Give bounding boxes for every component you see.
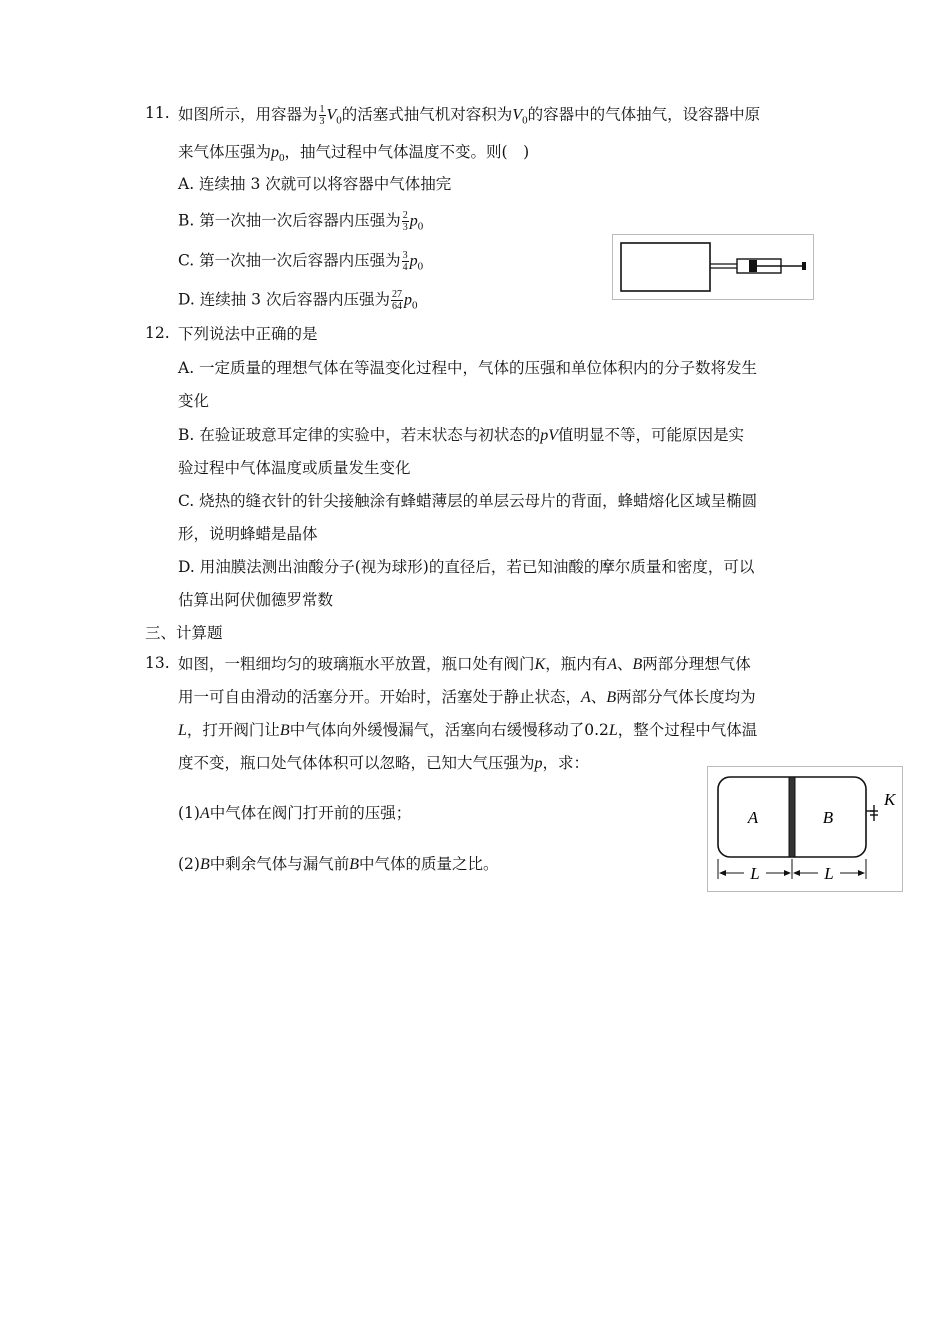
arrowhead-right-1 [784, 870, 791, 876]
sub-question-2: (2)B中剩余气体与漏气前B中气体的质量之比。 [178, 855, 499, 873]
option-c-line-2: 形，说明蜂蜡是晶体 [178, 525, 318, 543]
sub-question-1: (1)A中气体在阀门打开前的压强； [178, 804, 412, 822]
question-number: 13. [145, 654, 170, 672]
question-stem-line-3: L，打开阀门让B中气体向外缓慢漏气，活塞向右缓慢移动了0.2L，整个过程中气体温 [178, 721, 758, 739]
gas-container [621, 243, 710, 291]
question-stem-line-1: 如图所示，用容器为 $\frac{1}{3}$ $V_0$的活塞式抽气机对容积为$V_0$的容器中的气体抽气，设容器中原 [178, 104, 761, 127]
label-b: B [822, 808, 834, 827]
option-c-line-1: C. 烧热的缝衣针的针尖接触涂有蜂蜡薄层的单层云母片的背面，蜂蜡熔化区域呈椭圆 [178, 492, 758, 510]
arrowhead-left-1 [719, 870, 726, 876]
option-b-line-1: B. 在验证玻意耳定律的实验中，若末状态与初状态的pV值明显不等，可能原因是实 [178, 426, 745, 444]
arrowhead-left-2 [793, 870, 800, 876]
bottle-diagram [708, 767, 902, 891]
question-stem: 下列说法中正确的是 [178, 325, 318, 343]
question-number: 12. [145, 324, 170, 342]
bottle-figure [707, 766, 903, 892]
option-a-line-1: A. 一定质量的理想气体在等温变化过程中，气体的压强和单位体积内的分子数将发生 [178, 359, 758, 377]
label-k: K [884, 790, 896, 809]
pump-piston [749, 260, 757, 272]
label-l-left: L [750, 864, 760, 883]
pump-container-diagram [613, 235, 813, 299]
section-heading: 三、计算题 [145, 624, 223, 642]
sliding-piston [789, 777, 795, 857]
option-c: C. 第一次抽一次后容器内压强为 $\frac{3}{4}$ $p_0$ [178, 250, 424, 273]
question-number: 11. [145, 104, 170, 122]
question-stem-line-2: 用一可自由滑动的活塞分开。开始时，活塞处于静止状态，A、B两部分气体长度均为 [178, 688, 756, 706]
question-stem-line-2: 来气体压强为$p_0$，抽气过程中气体温度不变。则( ) [178, 143, 530, 164]
option-d: D. 连续抽 3 次后容器内压强为 $\frac{27}{64}$ $p_0$ [178, 289, 418, 312]
option-d-line-2: 估算出阿伏伽德罗常数 [178, 591, 334, 609]
option-a-line-2: 变化 [178, 392, 210, 410]
question-stem-line-1: 如图，一粗细均匀的玻璃瓶水平放置，瓶口处有阀门K，瓶内有A、B两部分理想气体 [178, 655, 751, 673]
option-b: B. 第一次抽一次后容器内压强为 $\frac{2}{3}$ $p_0$ [178, 210, 424, 233]
label-l-right: L [824, 864, 834, 883]
piston-handle [802, 262, 806, 270]
label-a: A [747, 808, 759, 827]
arrowhead-right-2 [858, 870, 865, 876]
option-a: A. 连续抽 3 次就可以将容器中气体抽完 [178, 175, 452, 193]
option-d-line-1: D. 用油膜法测出油酸分子(视为球形)的直径后，若已知油酸的摩尔质量和密度，可以 [178, 558, 755, 576]
option-b-line-2: 验过程中气体温度或质量发生变化 [178, 459, 411, 477]
pump-container-figure [612, 234, 814, 300]
question-stem-line-4: 度不变，瓶口处气体体积可以忽略，已知大气压强为p，求： [178, 754, 590, 772]
